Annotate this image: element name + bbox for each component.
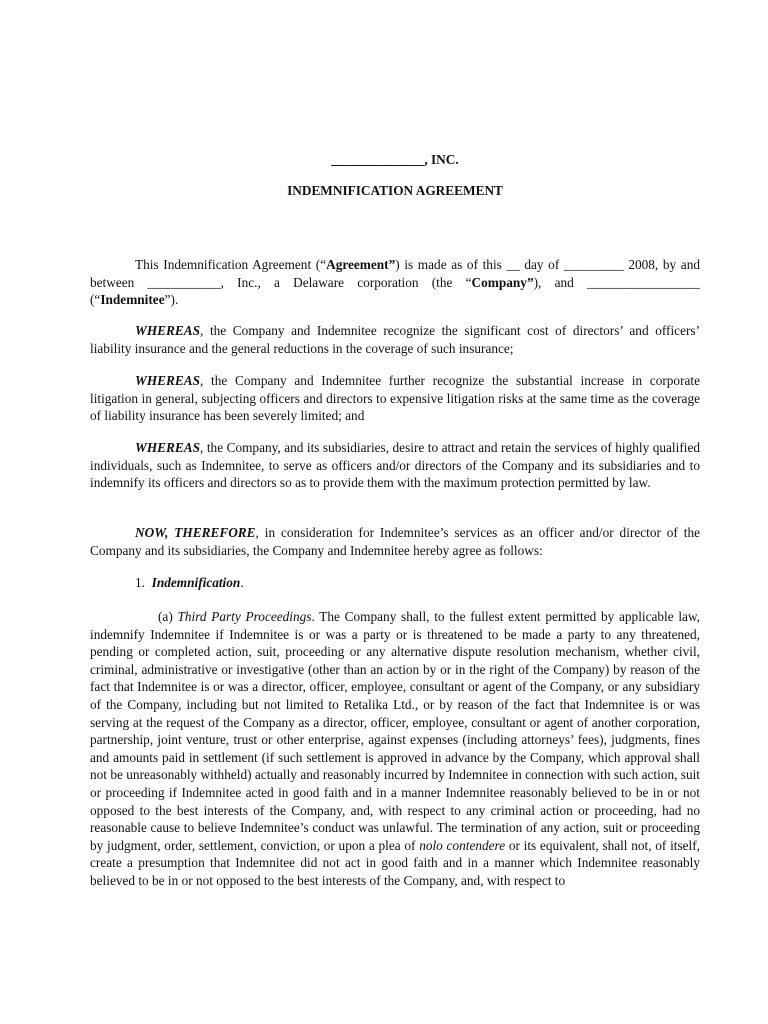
section-period: .: [240, 575, 244, 590]
whereas-paragraph-2: [90, 372, 700, 425]
company-term: Company”: [471, 274, 534, 290]
section-number: 1.: [135, 575, 145, 590]
whereas-paragraph-3: [90, 439, 700, 492]
intro-text-3: ), and _________________ (“: [90, 274, 700, 308]
whereas-text: , the Company and Indemnitee further recognize the substantial increase in corporate litigation in general, subjecting officers and directors to expensive litigation risks at the same time as the coverage of liability insurance has been severely limited; and: [90, 373, 700, 424]
document-title: INDEMNIFICATION AGREEMENT: [287, 183, 503, 198]
whereas-text: , the Company, and its subsidiaries, desire to attract and retain the services of highly qualified individuals, such as Indemnitee, to serve as officers and/or directors of the Company and its subsidiaries and to indemnify its officers and directors so as to provide them with the maximum protection permitted by law.: [90, 440, 700, 491]
subsection-heading: Third Party Proceedings: [177, 609, 312, 624]
intro-text-2: ) is made as of this __ day of _________ 2008, by and between ___________, Inc., a Delaware corporation (the “: [90, 257, 700, 290]
indemnitee-term: Indemnitee: [100, 292, 165, 308]
subsection-label: (a): [158, 609, 178, 624]
document-page: [90, 0, 700, 1024]
company-line: ______________, INC.: [331, 152, 459, 167]
intro-text-1: This Indemnification Agreement (“: [135, 257, 327, 272]
whereas-paragraph-1: [90, 322, 700, 357]
now-therefore-lead: NOW, THEREFORE: [135, 525, 256, 540]
section-1-heading: [135, 574, 244, 591]
agreement-term: Agreement”: [326, 257, 396, 272]
section-title: Indemnification: [151, 575, 241, 590]
intro-paragraph: [90, 256, 700, 309]
now-therefore-text: , in consideration for Indemnitee’s services as an officer and/or director of the Company and its subsidiaries, the Company and Indemnitee hereby agree as follows:: [90, 525, 700, 558]
section-1a-paragraph: [90, 608, 700, 890]
whereas-lead: WHEREAS: [135, 323, 201, 338]
intro-text-4: ”).: [164, 292, 179, 308]
whereas-text: , the Company and Indemnitee recognize the significant cost of directors’ and officers’ liability insurance and the general reductions in the coverage of such insurance;: [90, 323, 700, 356]
subsection-text-2: or its equivalent, shall not, of itself, create a presumption that Indemnitee did not act in good faith and in a manner which Indemnitee reasonably believed to be in or not opposed to the best interests of the Company, and, with respect to: [90, 837, 700, 888]
nolo-contendere-term: nolo contendere: [419, 837, 506, 853]
now-therefore-paragraph: [90, 524, 700, 559]
subsection-text-1: . The Company shall, to the fullest extent permitted by applicable law, indemnify Indemnitee if Indemnitee is or was a party or is threatened to be made a party to any threatened, pending or completed action, suit, proceeding or any alternative dispute resolution mechanism, whether civil, criminal, administrative or investigative (other than an action by or in the right of the Company) by reason of the fact that Indemnitee is or was a director, officer, employee, consultant or agent of the Company, or any subsidiary of the Company, including but not limited to Retalika Ltd., or by reason of the fact that Indemnitee is or was serving at the request of the Company as a director, officer, employee, consultant or agent of another corporation, partnership, joint venture, trust or other enterprise, against expenses (including attorneys’ fees), judgments, fines and amounts paid in settlement (if such settlement is approved in advance by the Company, which approval shall not be unreasonably withheld) actually and reasonably incurred by Indemnitee in connection with such action, suit or proceeding if Indemnitee acted in good faith and in a manner Indemnitee reasonably believed to be in or not opposed to the best interests of the Company, and, with respect to any criminal action or proceeding, had no reasonable cause to believe Indemnitee’s conduct was unlawful. The termination of any action, suit or proceeding by judgment, order, settlement, conviction, or upon a plea of: [90, 609, 700, 853]
whereas-lead: WHEREAS: [135, 373, 201, 388]
whereas-lead: WHEREAS: [135, 440, 201, 455]
